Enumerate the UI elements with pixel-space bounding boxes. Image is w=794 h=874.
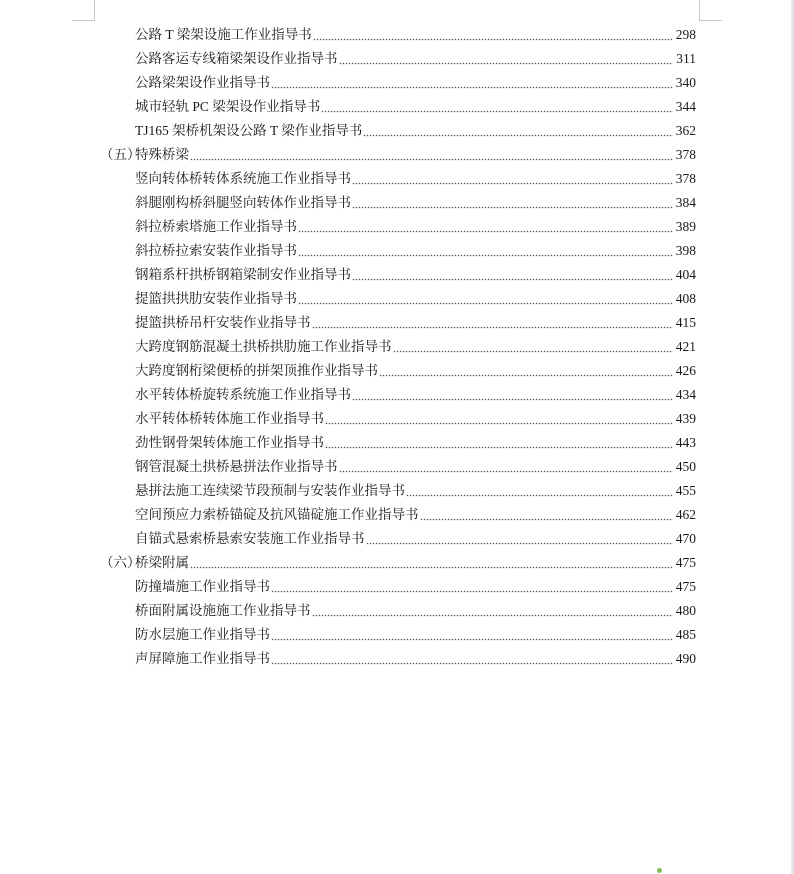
toc-entry-title: 公路 T 梁架设施工作业指导书 <box>135 27 312 42</box>
toc-entry[interactable] <box>100 47 696 71</box>
dot-leader <box>393 335 674 359</box>
dot-leader <box>271 71 673 95</box>
toc-entry-title: 空间预应力索桥锚碇及抗风锚碇施工作业指导书 <box>135 507 419 522</box>
toc-section-heading[interactable] <box>100 551 696 575</box>
toc-page-number: 378 <box>675 171 696 186</box>
toc-page-number: 408 <box>675 291 696 306</box>
toc-section-number: （五） <box>100 147 141 162</box>
toc-entry[interactable] <box>100 623 696 647</box>
dot-leader <box>313 23 673 47</box>
toc-entry-title: 斜腿刚构桥斜腿竖向转体作业指导书 <box>135 195 351 210</box>
toc-page-number: 439 <box>675 411 696 426</box>
dot-leader <box>271 575 673 599</box>
toc-entry[interactable] <box>100 383 696 407</box>
toc-entry-title: 水平转体桥旋转系统施工作业指导书 <box>135 387 351 402</box>
toc-entry[interactable] <box>100 239 696 263</box>
dot-leader <box>298 215 673 239</box>
toc-entry-title: 竖向转体桥转体系统施工作业指导书 <box>135 171 351 186</box>
toc-entry-title: 钢箱系杆拱桥钢箱梁制安作业指导书 <box>135 267 351 282</box>
toc-entry[interactable] <box>100 407 696 431</box>
dot-leader <box>366 527 674 551</box>
toc-page-number: 398 <box>675 243 696 258</box>
toc-section-number: （六） <box>100 555 141 570</box>
toc-entry[interactable] <box>100 23 696 47</box>
toc-entry-title: 斜拉桥索塔施工作业指导书 <box>135 219 297 234</box>
toc-entry[interactable] <box>100 95 696 119</box>
toc-entry-title: 水平转体桥转体施工作业指导书 <box>135 411 324 426</box>
toc-section-heading[interactable] <box>100 143 696 167</box>
dot-leader <box>406 479 673 503</box>
toc-page-number: 344 <box>675 99 696 114</box>
dot-leader <box>379 359 673 383</box>
toc-page-number: 455 <box>675 483 696 498</box>
dot-leader <box>190 143 673 167</box>
toc-page-number: 490 <box>675 651 696 666</box>
dot-leader <box>298 287 673 311</box>
toc-entry-title: 城市轻轨 PC 梁架设作业指导书 <box>135 99 321 114</box>
dot-leader <box>352 167 673 191</box>
toc-entry[interactable] <box>100 71 696 95</box>
dot-leader <box>321 95 673 119</box>
toc-page-number: 389 <box>675 219 696 234</box>
toc-entry[interactable] <box>100 215 696 239</box>
toc-entry[interactable] <box>100 455 696 479</box>
toc-entry[interactable] <box>100 191 696 215</box>
toc-page-number: 470 <box>675 531 696 546</box>
toc-entry[interactable] <box>100 479 696 503</box>
toc-entry-title: 特殊桥梁 <box>135 147 189 162</box>
toc-entry-title: 提篮拱桥吊杆安装作业指导书 <box>135 315 311 330</box>
dot-leader <box>271 647 673 671</box>
toc-page-number: 404 <box>675 267 696 282</box>
toc-entry-title: 公路客运专线箱梁架设作业指导书 <box>135 51 338 66</box>
table-of-contents <box>100 23 696 671</box>
toc-entry-title: 劲性钢骨架转体施工作业指导书 <box>135 435 324 450</box>
dot-leader <box>190 551 673 575</box>
toc-entry[interactable] <box>100 335 696 359</box>
toc-page-number: 362 <box>675 123 696 138</box>
toc-page-number: 340 <box>675 75 696 90</box>
dot-leader <box>312 599 674 623</box>
toc-page-number: 384 <box>675 195 696 210</box>
toc-entry-title: 防撞墙施工作业指导书 <box>135 579 270 594</box>
toc-page-number: 415 <box>675 315 696 330</box>
toc-page-number: 378 <box>675 147 696 162</box>
toc-page-number: 485 <box>675 627 696 642</box>
dot-leader <box>363 119 673 143</box>
toc-entry[interactable] <box>100 599 696 623</box>
toc-page-number: 426 <box>675 363 696 378</box>
toc-entry-title: 桥梁附属 <box>135 555 189 570</box>
crop-mark-right-horizontal <box>699 20 722 21</box>
dot-leader <box>325 407 673 431</box>
toc-entry[interactable] <box>100 287 696 311</box>
toc-page-number: 443 <box>675 435 696 450</box>
dot-leader <box>352 191 673 215</box>
dot-leader <box>312 311 674 335</box>
toc-page-number: 298 <box>675 27 696 42</box>
toc-entry-title: 大跨度钢桁梁便桥的拼架顶推作业指导书 <box>135 363 378 378</box>
toc-entry[interactable] <box>100 503 696 527</box>
dot-leader <box>352 383 673 407</box>
toc-entry-title: 公路梁架设作业指导书 <box>135 75 270 90</box>
dot-leader <box>420 503 674 527</box>
toc-entry-title: 钢管混凝土拱桥悬拼法作业指导书 <box>135 459 338 474</box>
toc-entry[interactable] <box>100 311 696 335</box>
crop-mark-left-vertical <box>94 0 95 20</box>
toc-page-number: 475 <box>675 555 696 570</box>
toc-entry-title: 大跨度钢筋混凝土拱桥拱肋施工作业指导书 <box>135 339 392 354</box>
dot-leader <box>325 431 673 455</box>
toc-entry[interactable] <box>100 119 696 143</box>
dot-leader <box>339 455 674 479</box>
dot-leader <box>298 239 673 263</box>
dot-leader <box>339 47 674 71</box>
toc-page-number: 421 <box>675 339 696 354</box>
toc-entry-title: 声屏障施工作业指导书 <box>135 651 270 666</box>
toc-entry[interactable] <box>100 527 696 551</box>
toc-entry-title: 悬拼法施工连续梁节段预制与安装作业指导书 <box>135 483 405 498</box>
toc-page-number: 434 <box>675 387 696 402</box>
toc-entry[interactable] <box>100 359 696 383</box>
toc-page-number: 311 <box>676 51 696 66</box>
toc-entry[interactable] <box>100 647 696 671</box>
toc-entry-title: 防水层施工作业指导书 <box>135 627 270 642</box>
toc-page-number: 480 <box>675 603 696 618</box>
crop-mark-left-horizontal <box>72 20 95 21</box>
toc-page-number: 450 <box>675 459 696 474</box>
page-corner-dot <box>657 868 662 873</box>
toc-entry-title: 桥面附属设施施工作业指导书 <box>135 603 311 618</box>
dot-leader <box>271 623 673 647</box>
toc-entry-title: 斜拉桥拉索安装作业指导书 <box>135 243 297 258</box>
toc-entry-title: TJ165 架桥机架设公路 T 梁作业指导书 <box>135 123 363 138</box>
toc-entry[interactable] <box>100 167 696 191</box>
toc-entry-title: 提篮拱拱肋安装作业指导书 <box>135 291 297 306</box>
toc-entry[interactable] <box>100 575 696 599</box>
dot-leader <box>352 263 673 287</box>
crop-mark-right-vertical <box>699 0 700 20</box>
toc-entry[interactable] <box>100 431 696 455</box>
toc-entry[interactable] <box>100 263 696 287</box>
toc-entry-title: 自锚式悬索桥悬索安装施工作业指导书 <box>135 531 365 546</box>
toc-page-number: 475 <box>675 579 696 594</box>
toc-page-number: 462 <box>675 507 696 522</box>
